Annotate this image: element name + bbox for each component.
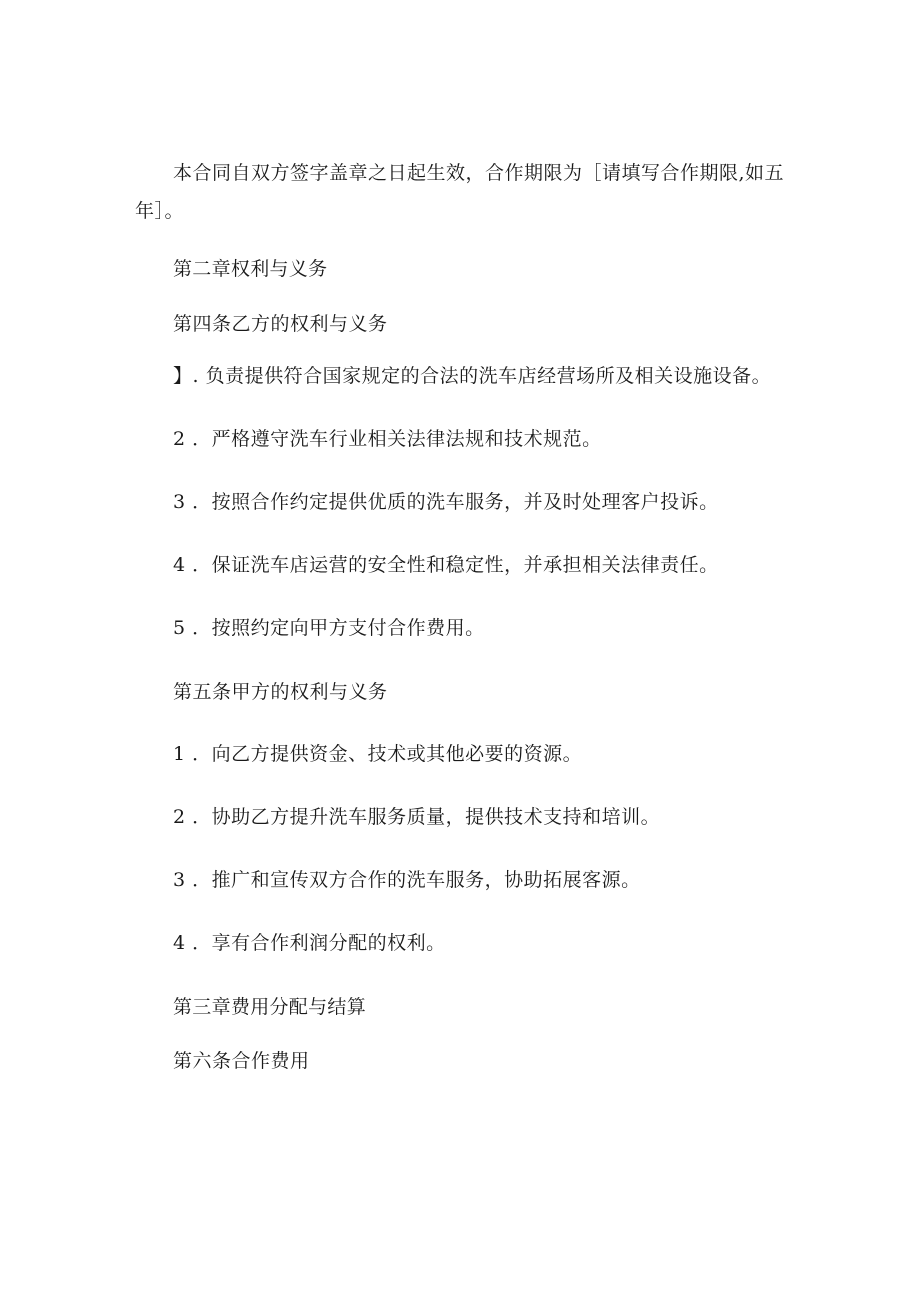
chapter-2-heading: 第二章权利与义务	[173, 258, 328, 280]
intro-paragraph: 本合同自双方签字盖章之日起生效，合作期限为［请填写合作期限,如五年］。	[135, 162, 785, 222]
article-4-item-1: 】. 负责提供符合国家规定的合法的洗车店经营场所及相关设施设备。	[173, 365, 772, 387]
article-4-item-3: 3 ．按照合作约定提供优质的洗车服务，并及时处理客户投诉。	[173, 491, 719, 513]
article-5-heading: 第五条甲方的权利与义务	[173, 681, 388, 703]
article-4-item-5: 5 ．按照约定向甲方支付合作费用。	[173, 617, 485, 639]
article-4-item-2: 2 ．严格遵守洗车行业相关法律法规和技术规范。	[173, 428, 602, 450]
article-5-item-3: 3 ．推广和宣传双方合作的洗车服务，协助拓展客源。	[173, 869, 641, 891]
article-4-item-4: 4 ．保证洗车店运营的安全性和稳定性，并承担相关法律责任。	[173, 554, 719, 576]
chapter-3-heading: 第三章费用分配与结算	[173, 996, 367, 1018]
article-4-heading: 第四条乙方的权利与义务	[173, 313, 388, 335]
article-6-heading: 第六条合作费用	[173, 1050, 310, 1072]
article-5-item-4: 4 ．享有合作利润分配的权利。	[173, 932, 446, 954]
article-5-item-1: 1 ．向乙方提供资金、技术或其他必要的资源。	[173, 743, 583, 765]
article-5-item-2: 2 ．协助乙方提升洗车服务质量，提供技术支持和培训。	[173, 806, 661, 828]
